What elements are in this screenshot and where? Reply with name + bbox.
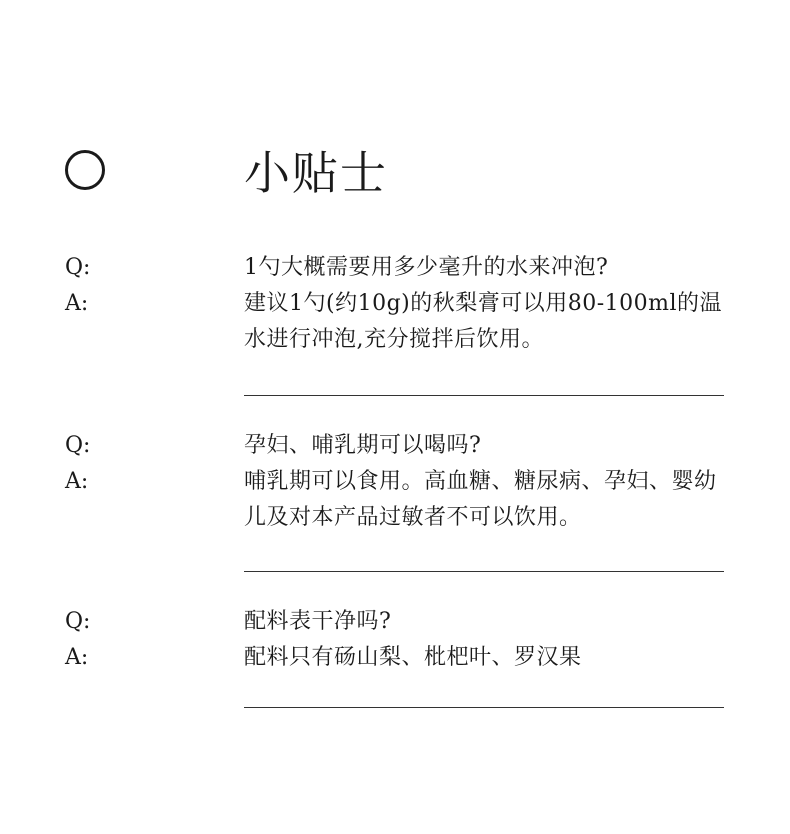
answer-text: 哺乳期可以食用。高血糖、糖尿病、孕妇、婴幼儿及对本产品过敏者不可以饮用。 [244, 469, 717, 530]
answer-label: A: [65, 645, 89, 670]
question-label: Q: [65, 255, 91, 280]
answer-text: 建议1勺(约10g)的秋梨膏可以用80-100ml的温水进行冲泡,充分搅拌后饮用。 [244, 291, 723, 352]
page-title: 小贴士 [244, 146, 388, 200]
question-label: Q: [65, 609, 91, 634]
question-text: 孕妇、哺乳期可以喝吗? [244, 433, 482, 458]
question-text: 配料表干净吗? [244, 609, 392, 634]
divider [244, 707, 724, 708]
divider [244, 395, 724, 396]
divider [244, 571, 724, 572]
answer-label: A: [65, 291, 89, 316]
question-label: Q: [65, 433, 91, 458]
circle-icon [65, 150, 105, 190]
answer-label: A: [65, 469, 89, 494]
answer-text: 配料只有砀山梨、枇杷叶、罗汉果 [244, 645, 582, 670]
question-text: 1勺大概需要用多少毫升的水来冲泡? [244, 255, 609, 280]
